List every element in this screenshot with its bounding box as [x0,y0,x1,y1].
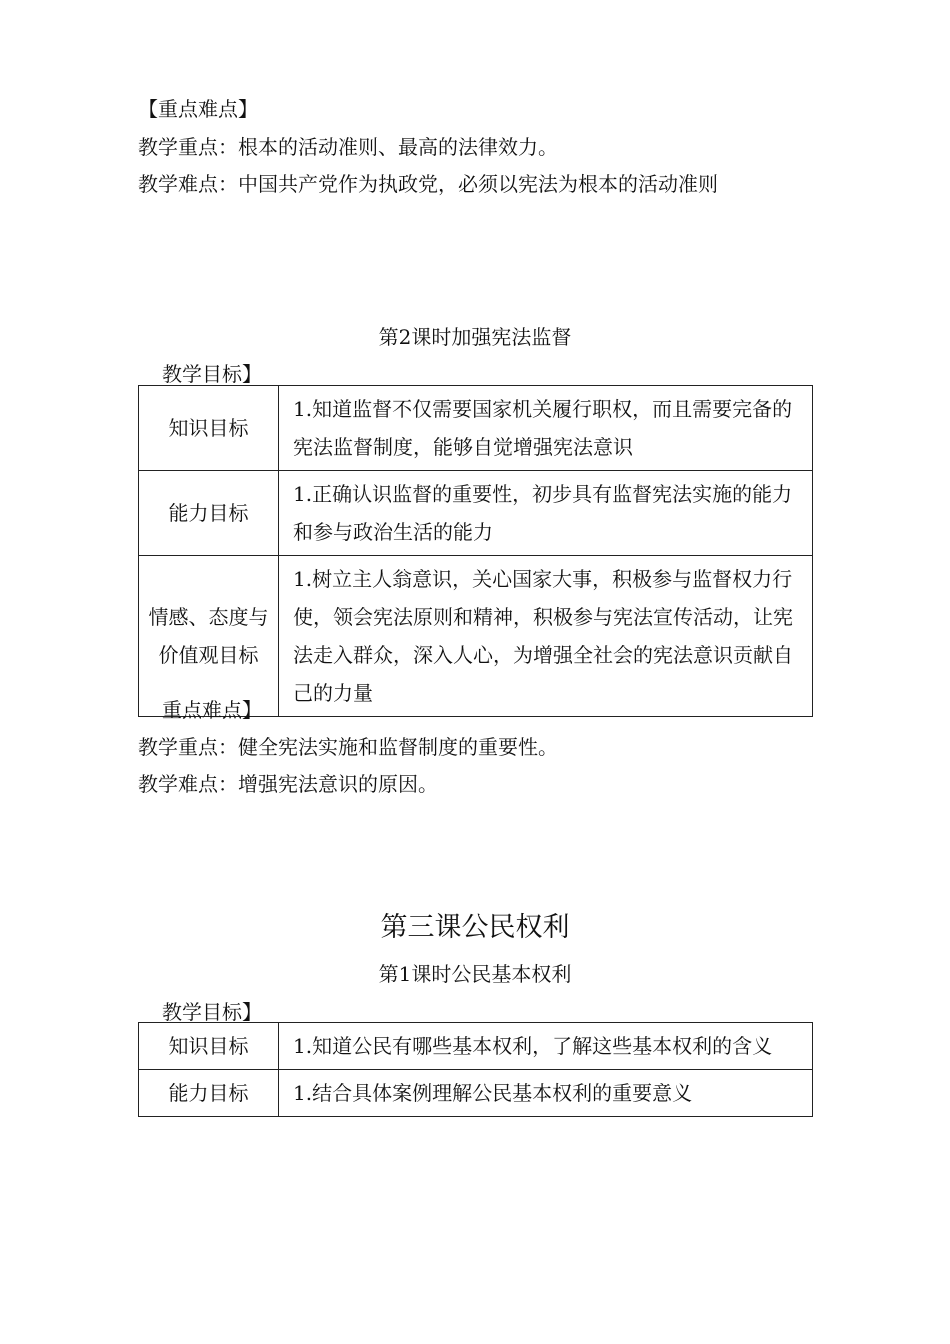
goal-content: 1.树立主人翁意识，关心国家大事，积极参与监督权力行使，领会宪法原则和精神，积极参与宪法宣传活动，让宪法走入群众，深入人心，为增强全社会的宪法意识贡献自己的力量 [279,556,813,717]
teaching-focus: 教学重点：健全宪法实施和监督制度的重要性。 [138,735,558,759]
table-row [139,556,813,717]
goal-label: 知识目标 [139,386,279,471]
goal-content: 1.知道公民有哪些基本权利，了解这些基本权利的含义 [279,1023,813,1070]
goal-content: 1.正确认识监督的重要性，初步具有监督宪法实施的能力和参与政治生活的能力 [279,471,813,556]
table-row [139,1023,813,1070]
goal-label: 能力目标 [139,471,279,556]
teaching-difficulty: 教学难点：中国共产党作为执政党，必须以宪法为根本的活动准则 [138,172,718,196]
goal-label: 能力目标 [139,1070,279,1117]
key-points-heading: 【重点难点】 [138,97,258,121]
lesson-title: 第2课时加强宪法监督 [378,325,572,349]
goal-label: 情感、态度与价值观目标 [139,556,279,717]
key-points-heading: 重点难点】 [162,698,262,722]
goal-content: 1.知道监督不仅需要国家机关履行职权，而且需要完备的宪法监督制度，能够自觉增强宪法意识 [279,386,813,471]
table-row [139,471,813,556]
table-row [139,1070,813,1117]
lesson-title: 第1课时公民基本权利 [378,962,572,986]
goals-heading: 教学目标】 [162,1000,262,1024]
goal-content: 1.结合具体案例理解公民基本权利的重要意义 [279,1070,813,1117]
goals-heading: 教学目标】 [162,362,262,386]
table-row [139,386,813,471]
goals-table [138,385,813,717]
teaching-difficulty: 教学难点：增强宪法意识的原因。 [138,772,438,796]
teaching-focus: 教学重点：根本的活动准则、最高的法律效力。 [138,135,558,159]
chapter-title: 第三课公民权利 [380,912,570,943]
goals-table [138,1022,813,1117]
goal-label: 知识目标 [139,1023,279,1070]
